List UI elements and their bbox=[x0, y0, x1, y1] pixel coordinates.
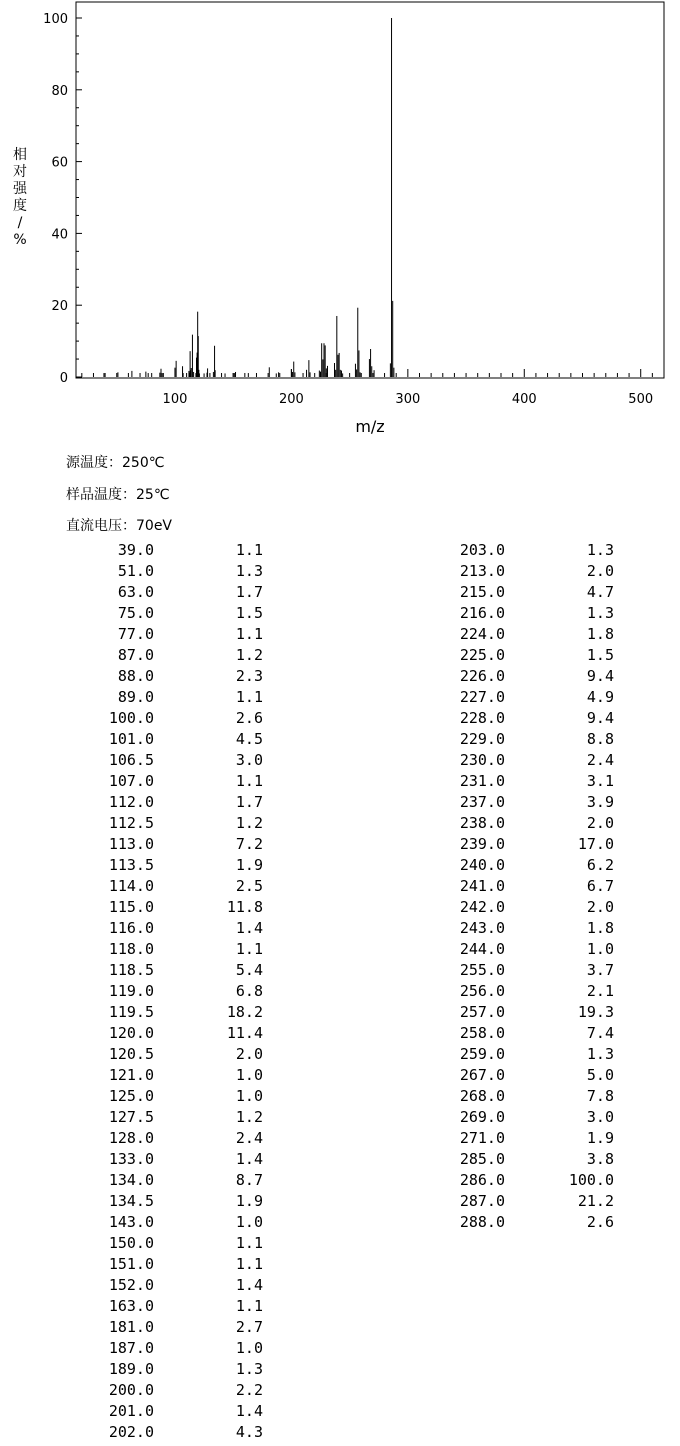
peak-row bbox=[340, 834, 640, 855]
y-axis-label-char: 相 bbox=[13, 147, 27, 163]
peak-intensity: 7.2 bbox=[235, 835, 263, 853]
y-tick-label: 20 bbox=[51, 299, 68, 315]
peak-mz: 119.5 bbox=[108, 1003, 154, 1021]
peak-mz: 118.5 bbox=[108, 961, 154, 979]
peak-mz: 112.5 bbox=[108, 814, 154, 832]
peak-intensity: 1.3 bbox=[235, 1360, 263, 1378]
peaks bbox=[104, 18, 394, 377]
peak-mz: 285.0 bbox=[459, 1150, 505, 1168]
x-tick-label: 100 bbox=[162, 392, 188, 407]
peak-mz: 271.0 bbox=[459, 1129, 505, 1147]
peak-intensity: 1.0 bbox=[235, 1213, 263, 1231]
peak-intensity: 11.4 bbox=[226, 1024, 263, 1042]
peak-mz: 116.0 bbox=[108, 919, 154, 937]
peak-mz: 63.0 bbox=[117, 583, 154, 601]
peak-mz: 224.0 bbox=[459, 625, 505, 643]
peak-mz: 237.0 bbox=[459, 793, 505, 811]
peak-intensity: 2.0 bbox=[235, 1045, 263, 1063]
peak-mz: 228.0 bbox=[459, 709, 505, 727]
peak-row bbox=[340, 729, 640, 750]
peak-intensity: 2.1 bbox=[586, 982, 614, 1000]
peak-mz: 257.0 bbox=[459, 1003, 505, 1021]
peak-mz: 113.5 bbox=[108, 856, 154, 874]
peak-intensity: 8.8 bbox=[586, 730, 614, 748]
y-axis-label-char: 度 bbox=[13, 198, 27, 214]
peak-mz: 189.0 bbox=[108, 1360, 154, 1378]
peak-mz: 150.0 bbox=[108, 1234, 154, 1252]
peak-row bbox=[0, 1380, 300, 1401]
peak-row bbox=[0, 561, 300, 582]
peak-row bbox=[340, 855, 640, 876]
peak-row bbox=[340, 561, 640, 582]
x-tick-label: 300 bbox=[395, 392, 421, 407]
peak-intensity: 1.2 bbox=[235, 1108, 263, 1126]
peak-mz: 256.0 bbox=[459, 982, 505, 1000]
peak-mz: 230.0 bbox=[459, 751, 505, 769]
peak-row bbox=[0, 708, 300, 729]
peak-row bbox=[0, 603, 300, 624]
peak-intensity: 1.1 bbox=[235, 688, 263, 706]
peak-intensity: 1.3 bbox=[586, 1045, 614, 1063]
peak-row bbox=[0, 855, 300, 876]
peak-row bbox=[340, 1107, 640, 1128]
peak-intensity: 1.9 bbox=[586, 1129, 614, 1147]
peak-row bbox=[340, 1002, 640, 1023]
peak-row bbox=[0, 624, 300, 645]
ionization-voltage: 直流电压：70eV bbox=[66, 518, 173, 534]
peak-intensity: 17.0 bbox=[577, 835, 614, 853]
peak-intensity: 2.2 bbox=[235, 1381, 263, 1399]
peak-mz: 255.0 bbox=[459, 961, 505, 979]
peak-intensity: 3.9 bbox=[586, 793, 614, 811]
peak-row bbox=[0, 1170, 300, 1191]
peak-mz: 77.0 bbox=[117, 625, 154, 643]
peak-intensity: 2.7 bbox=[235, 1318, 263, 1336]
peak-intensity: 1.8 bbox=[586, 919, 614, 937]
peak-row bbox=[340, 981, 640, 1002]
peak-mz: 231.0 bbox=[459, 772, 505, 790]
peak-row bbox=[0, 1401, 300, 1422]
peak-mz: 118.0 bbox=[108, 940, 154, 958]
peak-mz: 242.0 bbox=[459, 898, 505, 916]
peak-mz: 216.0 bbox=[459, 604, 505, 622]
peak-mz: 120.0 bbox=[108, 1024, 154, 1042]
peak-mz: 151.0 bbox=[108, 1255, 154, 1273]
peak-mz: 125.0 bbox=[108, 1087, 154, 1105]
peak-row bbox=[340, 1212, 640, 1233]
peak-mz: 128.0 bbox=[108, 1129, 154, 1147]
peak-mz: 113.0 bbox=[108, 835, 154, 853]
peak-intensity: 2.6 bbox=[235, 709, 263, 727]
peak-intensity: 1.1 bbox=[235, 940, 263, 958]
y-tick-label: 40 bbox=[51, 227, 68, 243]
peak-intensity: 2.0 bbox=[586, 562, 614, 580]
peak-intensity: 1.4 bbox=[235, 1402, 263, 1420]
x-axis-label: m/z bbox=[355, 417, 385, 436]
peak-intensity: 1.7 bbox=[235, 793, 263, 811]
peak-intensity: 1.4 bbox=[235, 1276, 263, 1294]
peak-row bbox=[340, 1149, 640, 1170]
peak-row bbox=[340, 666, 640, 687]
peak-intensity: 6.2 bbox=[586, 856, 614, 874]
peak-mz: 240.0 bbox=[459, 856, 505, 874]
y-axis-label bbox=[11, 147, 29, 249]
peak-row bbox=[340, 582, 640, 603]
sample-temperature: 样品温度：25℃ bbox=[66, 487, 170, 503]
peak-intensity: 4.3 bbox=[235, 1423, 263, 1441]
peak-row bbox=[340, 687, 640, 708]
peak-row bbox=[0, 876, 300, 897]
peak-row bbox=[340, 939, 640, 960]
x-tick-label: 400 bbox=[511, 392, 537, 407]
peak-row bbox=[340, 540, 640, 561]
peak-intensity: 1.4 bbox=[235, 919, 263, 937]
peak-intensity: 1.5 bbox=[235, 604, 263, 622]
peak-mz: 267.0 bbox=[459, 1066, 505, 1084]
peak-intensity: 1.0 bbox=[235, 1087, 263, 1105]
peak-mz: 202.0 bbox=[108, 1423, 154, 1441]
peak-mz: 229.0 bbox=[459, 730, 505, 748]
peak-row bbox=[0, 1296, 300, 1317]
peak-mz: 88.0 bbox=[117, 667, 154, 685]
peak-mz: 106.5 bbox=[108, 751, 154, 769]
x-tick-label: 200 bbox=[278, 392, 304, 407]
peak-intensity: 2.3 bbox=[235, 667, 263, 685]
peak-mz: 243.0 bbox=[459, 919, 505, 937]
peak-intensity: 3.0 bbox=[235, 751, 263, 769]
peak-row bbox=[0, 1023, 300, 1044]
peak-intensity: 1.1 bbox=[235, 625, 263, 643]
peak-mz: 241.0 bbox=[459, 877, 505, 895]
peak-mz: 181.0 bbox=[108, 1318, 154, 1336]
peak-intensity: 1.5 bbox=[586, 646, 614, 664]
peak-row bbox=[340, 813, 640, 834]
peak-intensity: 1.9 bbox=[235, 856, 263, 874]
peak-intensity: 3.8 bbox=[586, 1150, 614, 1168]
peak-mz: 121.0 bbox=[108, 1066, 154, 1084]
peak-row bbox=[340, 624, 640, 645]
peak-intensity: 9.4 bbox=[586, 667, 614, 685]
y-axis-label-char: / bbox=[17, 215, 23, 231]
peak-mz: 89.0 bbox=[117, 688, 154, 706]
peak-row bbox=[340, 1023, 640, 1044]
peak-row bbox=[0, 981, 300, 1002]
peak-mz: 119.0 bbox=[108, 982, 154, 1000]
peak-intensity: 3.0 bbox=[586, 1108, 614, 1126]
peak-intensity: 1.3 bbox=[586, 604, 614, 622]
peak-intensity: 2.6 bbox=[586, 1213, 614, 1231]
peak-intensity: 1.7 bbox=[235, 583, 263, 601]
peak-mz: 227.0 bbox=[459, 688, 505, 706]
peak-intensity: 1.3 bbox=[586, 541, 614, 559]
peak-intensity: 1.1 bbox=[235, 1234, 263, 1252]
plot-frame bbox=[76, 2, 664, 378]
peak-mz: 215.0 bbox=[459, 583, 505, 601]
peak-row bbox=[0, 960, 300, 981]
y-tick-label: 0 bbox=[59, 371, 68, 386]
peak-mz: 39.0 bbox=[117, 541, 154, 559]
peak-row bbox=[340, 876, 640, 897]
peak-row bbox=[0, 813, 300, 834]
peak-mz: 187.0 bbox=[108, 1339, 154, 1357]
peak-mz: 244.0 bbox=[459, 940, 505, 958]
peak-intensity: 21.2 bbox=[577, 1192, 614, 1210]
peak-mz: 225.0 bbox=[459, 646, 505, 664]
peak-row bbox=[0, 687, 300, 708]
peak-mz: 75.0 bbox=[117, 604, 154, 622]
peak-mz: 115.0 bbox=[108, 898, 154, 916]
peak-row bbox=[0, 1128, 300, 1149]
peak-row bbox=[340, 603, 640, 624]
peak-mz: 287.0 bbox=[459, 1192, 505, 1210]
peak-mz: 100.0 bbox=[108, 709, 154, 727]
peak-row bbox=[0, 1254, 300, 1275]
peak-intensity: 1.4 bbox=[235, 1150, 263, 1168]
peak-mz: 238.0 bbox=[459, 814, 505, 832]
peak-intensity: 2.4 bbox=[235, 1129, 263, 1147]
peak-mz: 120.5 bbox=[108, 1045, 154, 1063]
peak-row bbox=[0, 1338, 300, 1359]
peak-intensity: 3.7 bbox=[586, 961, 614, 979]
peak-row bbox=[0, 1086, 300, 1107]
peak-row bbox=[340, 897, 640, 918]
peak-intensity: 1.3 bbox=[235, 562, 263, 580]
peak-row bbox=[0, 1422, 300, 1443]
peak-row bbox=[0, 729, 300, 750]
peak-mz: 133.0 bbox=[108, 1150, 154, 1168]
peak-row bbox=[0, 918, 300, 939]
peak-row bbox=[340, 1065, 640, 1086]
peak-row bbox=[340, 1128, 640, 1149]
peak-row bbox=[0, 771, 300, 792]
peak-row bbox=[0, 540, 300, 561]
peak-mz: 269.0 bbox=[459, 1108, 505, 1126]
peak-mz: 101.0 bbox=[108, 730, 154, 748]
peak-row bbox=[0, 1065, 300, 1086]
peak-intensity: 100.0 bbox=[568, 1171, 614, 1189]
peak-intensity: 4.9 bbox=[586, 688, 614, 706]
peak-intensity: 6.7 bbox=[586, 877, 614, 895]
peak-mz: 288.0 bbox=[459, 1213, 505, 1231]
peak-mz: 152.0 bbox=[108, 1276, 154, 1294]
peak-intensity: 1.8 bbox=[586, 625, 614, 643]
peak-row bbox=[0, 834, 300, 855]
peak-intensity: 8.7 bbox=[235, 1171, 263, 1189]
peak-row bbox=[340, 960, 640, 981]
peak-intensity: 1.2 bbox=[235, 646, 263, 664]
peak-row bbox=[0, 582, 300, 603]
x-tick-label: 500 bbox=[628, 392, 654, 407]
peak-row bbox=[340, 645, 640, 666]
peak-row bbox=[0, 645, 300, 666]
peak-mz: 203.0 bbox=[459, 541, 505, 559]
peak-row bbox=[0, 1107, 300, 1128]
peak-mz: 134.5 bbox=[108, 1192, 154, 1210]
peak-intensity: 2.4 bbox=[586, 751, 614, 769]
peak-row bbox=[340, 1191, 640, 1212]
peak-mz: 87.0 bbox=[117, 646, 154, 664]
peak-mz: 201.0 bbox=[108, 1402, 154, 1420]
peak-row bbox=[340, 1086, 640, 1107]
peak-row bbox=[0, 939, 300, 960]
peak-intensity: 1.0 bbox=[235, 1066, 263, 1084]
peak-intensity: 19.3 bbox=[577, 1003, 614, 1021]
peak-row bbox=[0, 1044, 300, 1065]
peak-intensity: 5.0 bbox=[586, 1066, 614, 1084]
peak-row bbox=[340, 1170, 640, 1191]
y-axis-label-char: 对 bbox=[13, 164, 27, 180]
peak-row bbox=[0, 1002, 300, 1023]
peak-intensity: 1.1 bbox=[235, 541, 263, 559]
peak-mz: 200.0 bbox=[108, 1381, 154, 1399]
peak-row bbox=[0, 666, 300, 687]
x-axis bbox=[82, 369, 664, 407]
peak-row bbox=[0, 1233, 300, 1254]
peak-intensity: 1.1 bbox=[235, 1297, 263, 1315]
peak-intensity: 2.0 bbox=[586, 814, 614, 832]
source-temperature: 源温度：250℃ bbox=[66, 455, 165, 471]
peak-row bbox=[0, 1359, 300, 1380]
peak-row bbox=[0, 897, 300, 918]
peak-row bbox=[340, 771, 640, 792]
peak-mz: 107.0 bbox=[108, 772, 154, 790]
peak-mz: 163.0 bbox=[108, 1297, 154, 1315]
peak-mz: 239.0 bbox=[459, 835, 505, 853]
y-axis-label-char: 强 bbox=[13, 181, 27, 197]
peak-intensity: 11.8 bbox=[226, 898, 263, 916]
peak-row bbox=[340, 1044, 640, 1065]
peak-table-left bbox=[0, 540, 300, 1443]
peak-mz: 268.0 bbox=[459, 1087, 505, 1105]
peak-mz: 286.0 bbox=[459, 1171, 505, 1189]
peak-intensity: 1.1 bbox=[235, 772, 263, 790]
mass-spectrum-chart bbox=[0, 0, 680, 440]
peak-intensity: 1.0 bbox=[235, 1339, 263, 1357]
peak-row bbox=[0, 1149, 300, 1170]
peak-intensity: 4.5 bbox=[235, 730, 263, 748]
y-tick-label: 100 bbox=[43, 12, 68, 27]
peak-intensity: 1.2 bbox=[235, 814, 263, 832]
peak-intensity: 2.0 bbox=[586, 898, 614, 916]
peak-intensity: 6.8 bbox=[235, 982, 263, 1000]
peak-mz: 114.0 bbox=[108, 877, 154, 895]
peak-mz: 143.0 bbox=[108, 1213, 154, 1231]
y-tick-label: 80 bbox=[51, 83, 68, 99]
peak-row bbox=[0, 1275, 300, 1296]
peak-intensity: 9.4 bbox=[586, 709, 614, 727]
peak-row bbox=[0, 1191, 300, 1212]
peak-row bbox=[0, 792, 300, 813]
peak-intensity: 3.1 bbox=[586, 772, 614, 790]
peak-intensity: 1.1 bbox=[235, 1255, 263, 1273]
peak-intensity: 1.0 bbox=[586, 940, 614, 958]
peak-row bbox=[340, 750, 640, 771]
peak-row bbox=[340, 918, 640, 939]
peak-row bbox=[340, 708, 640, 729]
peak-mz: 213.0 bbox=[459, 562, 505, 580]
y-tick-label: 60 bbox=[51, 155, 68, 171]
peak-intensity: 4.7 bbox=[586, 583, 614, 601]
peak-mz: 134.0 bbox=[108, 1171, 154, 1189]
peak-row bbox=[0, 1317, 300, 1338]
peak-intensity: 1.9 bbox=[235, 1192, 263, 1210]
peak-intensity: 7.4 bbox=[586, 1024, 614, 1042]
peak-intensity: 18.2 bbox=[226, 1003, 263, 1021]
peak-intensity: 2.5 bbox=[235, 877, 263, 895]
peak-table-right bbox=[340, 540, 640, 1233]
peak-mz: 51.0 bbox=[117, 562, 154, 580]
peak-mz: 127.5 bbox=[108, 1108, 154, 1126]
peak-intensity: 7.8 bbox=[586, 1087, 614, 1105]
y-axis-label-char: % bbox=[13, 232, 27, 248]
peak-mz: 258.0 bbox=[459, 1024, 505, 1042]
peak-row bbox=[0, 1212, 300, 1233]
peak-mz: 112.0 bbox=[108, 793, 154, 811]
peak-mz: 259.0 bbox=[459, 1045, 505, 1063]
peak-row bbox=[340, 792, 640, 813]
peak-intensity: 5.4 bbox=[235, 961, 263, 979]
peak-mz: 226.0 bbox=[459, 667, 505, 685]
peak-row bbox=[0, 750, 300, 771]
